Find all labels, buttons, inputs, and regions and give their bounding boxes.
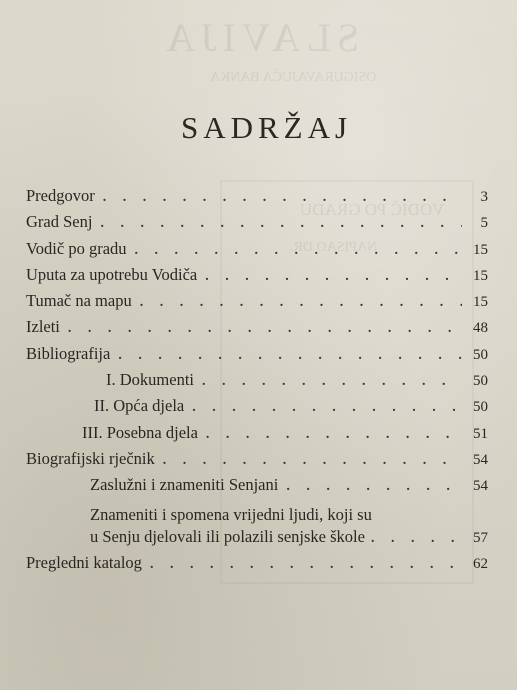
toc-subentry: [26, 423, 488, 449]
toc-entry: [26, 317, 488, 343]
toc-entry: [26, 553, 488, 579]
toc-entry-page: 54: [473, 478, 488, 495]
toc-subentry: [26, 370, 488, 396]
toc-entry-label: Izleti: [26, 317, 60, 337]
toc-entry-page: 15: [473, 294, 488, 311]
toc-entry-label: III. Posebna djela: [82, 422, 198, 442]
toc-entry-label: Pregledni katalog: [26, 552, 142, 572]
show-through-text: NAPISAO DR.: [290, 240, 378, 255]
toc-entry-label: Grad Senj: [26, 212, 93, 232]
page-title: SADRŽAJ: [180, 110, 353, 145]
dot-leader: [140, 293, 462, 313]
dot-leader: [118, 346, 462, 366]
toc-subentry-multiline: [26, 504, 488, 550]
toc-entry-page: 50: [473, 373, 488, 390]
toc-entry-label: Biografijski rječnik: [26, 448, 155, 468]
dot-leader: [286, 477, 462, 497]
toc-entry-label: Uputa za upotrebu Vodiča: [26, 264, 198, 284]
show-through-text: SLAVIJA: [160, 15, 360, 60]
dot-leader: [100, 214, 462, 234]
toc-entry-label: Vodič po gradu: [26, 238, 127, 258]
dot-leader: [103, 188, 462, 208]
toc-entry-label: Zaslužni i znameniti Senjani: [90, 475, 279, 495]
toc-entry: [26, 186, 488, 212]
dot-leader: [68, 319, 462, 339]
dot-leader: [135, 241, 462, 261]
show-through-text: VODIČ PO GRADU: [300, 200, 445, 219]
show-through-text: OSIGURAVAJUĆA BANKA: [210, 70, 377, 85]
toc-entry-page: 54: [473, 451, 488, 468]
dot-leader: [206, 425, 462, 445]
dot-leader: [202, 372, 462, 392]
toc-entry-label-line2: u Senju djelovali ili polazili senjske škole: [90, 526, 365, 546]
toc-entry-page: 15: [473, 241, 488, 258]
toc-entry-page: 50: [473, 399, 488, 416]
dot-leader: [150, 555, 462, 575]
toc-entry: [26, 449, 488, 475]
toc-entry-page: 5: [480, 215, 488, 232]
toc-entry-label: Predgovor: [26, 186, 95, 205]
toc-entry: [26, 291, 488, 317]
dot-leader: [371, 528, 462, 550]
toc-entry-page: 51: [473, 425, 488, 442]
toc-entry-page: 62: [473, 555, 488, 572]
toc-entry-label: Tumač na mapu: [26, 291, 132, 311]
toc-entry-page: 3: [480, 189, 488, 205]
toc-entry-page: 50: [473, 346, 488, 363]
toc-entry-page: 57: [473, 529, 488, 546]
toc-entry-label: Bibliografija: [26, 343, 111, 363]
toc-entry-page: 48: [473, 320, 488, 337]
toc-entry: [26, 265, 488, 291]
toc-entry: [26, 344, 488, 370]
toc-entry: [26, 239, 488, 265]
dot-leader: [192, 398, 462, 418]
dot-leader: [205, 267, 462, 287]
toc-entry-label: I. Dokumenti: [106, 370, 194, 390]
toc-entry-page: 15: [473, 267, 488, 284]
dot-leader: [163, 451, 462, 471]
toc-entry-label: II. Opća djela: [94, 396, 185, 416]
toc-subentry: [26, 475, 488, 501]
toc-subentry: [26, 396, 488, 422]
toc-entry-label-line1: Znameniti i spomena vrijedni ljudi, koji su: [90, 504, 372, 524]
table-of-contents: [26, 186, 488, 579]
toc-entry: [26, 212, 488, 238]
